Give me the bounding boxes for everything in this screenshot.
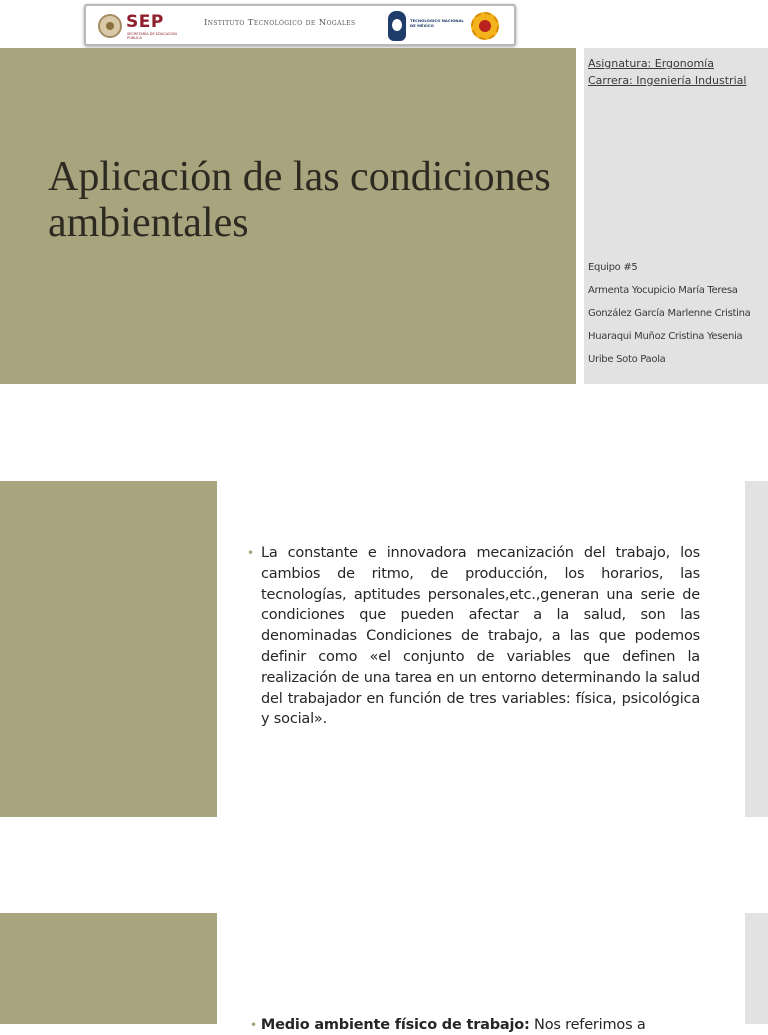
team-member: González García Marlenne Cristina — [588, 308, 751, 319]
bullet-dot-icon: • — [247, 546, 254, 560]
slide3-bullet-lead: Medio ambiente físico de trabajo: — [260, 1017, 530, 1033]
slide3-side-strip — [745, 913, 768, 1024]
sep-subtitle: SECRETARÍA DE EDUCACIÓN PÚBLICA — [127, 32, 177, 40]
slide2-accent-block — [0, 481, 217, 817]
career-name: Carrera: Ingeniería Industrial — [588, 74, 747, 87]
team-member: Uribe Soto Paola — [588, 354, 666, 365]
team-member: Armenta Yocupicio María Teresa — [588, 285, 738, 296]
slide3-bullet-clip — [250, 1011, 720, 1033]
bullet-dot-icon: • — [250, 1018, 257, 1032]
slide1-title: Aplicación de las condiciones ambientales — [48, 154, 551, 246]
course-name: Asignatura: Ergonomía — [588, 57, 714, 70]
slide3-accent-block — [0, 913, 217, 1024]
slide3-bullet-rest: Nos referimos a — [529, 1017, 646, 1033]
team-member: Huaraqui Muñoz Cristina Yesenia — [588, 331, 743, 342]
slide3-bullet — [250, 1015, 720, 1035]
team-label: Equipo #5 — [588, 262, 638, 273]
header-logo-banner — [84, 4, 516, 46]
tecnm-label: TECNOLÓGICO NACIONAL DE MÉXICO — [410, 18, 464, 28]
itn-gear-logo-icon — [471, 12, 499, 40]
slide2-side-strip — [745, 481, 768, 817]
slide2-bullet-text: La constante e innovadora mecanización del trabajo, los cambios de ritmo, de producción, los horarios, las tecnologías, aptitudes personales,etc.,generan una serie de condiciones que pueden afectar a la salud, son las denominadas Condiciones de trabajo, a las que podemos definir como «el conjunto de variables que definen la realización de una tarea en un entorno determinando la salud del trabajador en función de tres variables: física, psicológica y social». — [261, 545, 700, 728]
slide2-bullet — [247, 543, 700, 730]
tecnm-logo-icon — [388, 11, 406, 41]
sep-logo: SEP — [126, 12, 164, 32]
mexico-seal-icon — [98, 14, 122, 38]
institute-name: Instituto Tecnológico de Nogales — [204, 18, 356, 28]
